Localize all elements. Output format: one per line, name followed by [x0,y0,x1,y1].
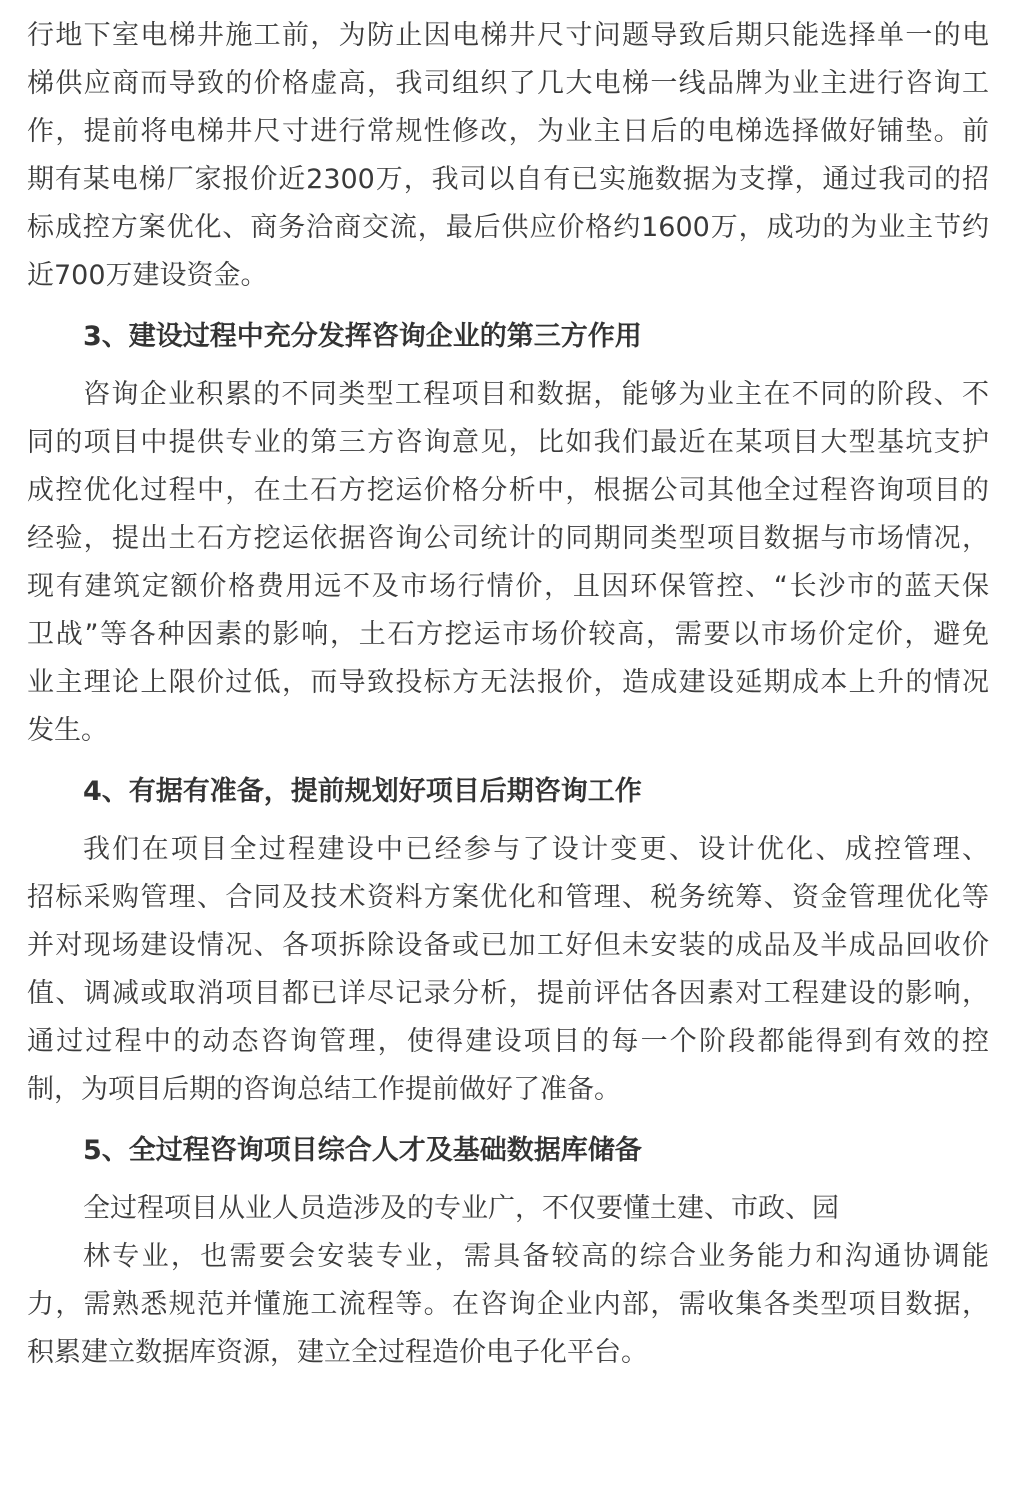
text-line: 业主理论上限价过低，而导致投标方无法报价，造成建设延期成本上升的情况 [27,667,989,698]
text-line: 梯供应商而导致的价格虚高，我司组织了几大电梯一线品牌为业主进行咨询工 [27,68,989,99]
section-3-heading: 3、建设过程中充分发挥咨询企业的第三方作用 [83,321,642,352]
section-4-paragraph [27,826,989,1114]
text-line: 行地下室电梯井施工前，为防止因电梯井尺寸问题导致后期只能选择单一的电 [27,20,989,51]
section-4-heading: 4、有据有准备，提前规划好项目后期咨询工作 [83,776,642,807]
text-line: 制，为项目后期的咨询总结工作提前做好了准备。 [27,1074,621,1105]
text-line: 通过过程中的动态咨询管理，使得建设项目的每一个阶段都能得到有效的控 [27,1026,989,1057]
text-line: 现有建筑定额价格费用远不及市场行情价，且因环保管控、“长沙市的蓝天保 [27,571,989,602]
text-line: 值、调减或取消项目都已详尽记录分析，提前评估各因素对工程建设的影响， [27,978,989,1009]
text-line: 成控优化过程中，在土石方挖运价格分析中，根据公司其他全过程咨询项目的 [27,475,989,506]
text-line: 卫战”等各种因素的影响，土石方挖运市场价较高，需要以市场价定价，避免 [27,619,989,650]
text-line: 作，提前将电梯井尺寸进行常规性修改，为业主日后的电梯选择做好铺垫。前 [27,116,989,147]
paragraph-intro [27,12,989,300]
text-line: 招标采购管理、合同及技术资料方案优化和管理、税务统筹、资金管理优化等 [27,882,989,913]
text-line: 发生。 [27,715,108,746]
section-5-heading: 5、全过程咨询项目综合人才及基础数据库储备 [83,1135,642,1166]
text-line: 经验，提出土石方挖运依据咨询公司统计的同期同类型项目数据与市场情况， [27,523,989,554]
text-line: 同的项目中提供专业的第三方咨询意见，比如我们最近在某项目大型基坑支护 [27,427,989,458]
text-line: 期有某电梯厂家报价近2300万，我司以自有已实施数据为支撑，通过我司的招 [27,164,989,195]
text-line: 我们在项目全过程建设中已经参与了设计变更、设计优化、成控管理、 [83,834,989,865]
section-5-paragraph [27,1185,989,1377]
section-3-paragraph [27,371,989,755]
text-line: 咨询企业积累的不同类型工程项目和数据，能够为业主在不同的阶段、不 [83,379,989,410]
text-line: 近700万建设资金。 [27,260,268,291]
text-line: 标成控方案优化、商务洽商交流，最后供应价格约1600万，成功的为业主节约 [27,212,989,243]
text-line: 全过程项目从业人员造涉及的专业广，不仅要懂土建、市政、园 [83,1193,839,1224]
article-body [27,12,989,1377]
text-line: 并对现场建设情况、各项拆除设备或已加工好但未安装的成品及半成品回收价 [27,930,989,961]
text-line: 力，需熟悉规范并懂施工流程等。在咨询企业内部，需收集各类型项目数据， [27,1289,989,1320]
text-line: 积累建立数据库资源，建立全过程造价电子化平台。 [27,1337,648,1368]
text-line: 林专业，也需要会安装专业，需具备较高的综合业务能力和沟通协调能 [83,1241,989,1272]
